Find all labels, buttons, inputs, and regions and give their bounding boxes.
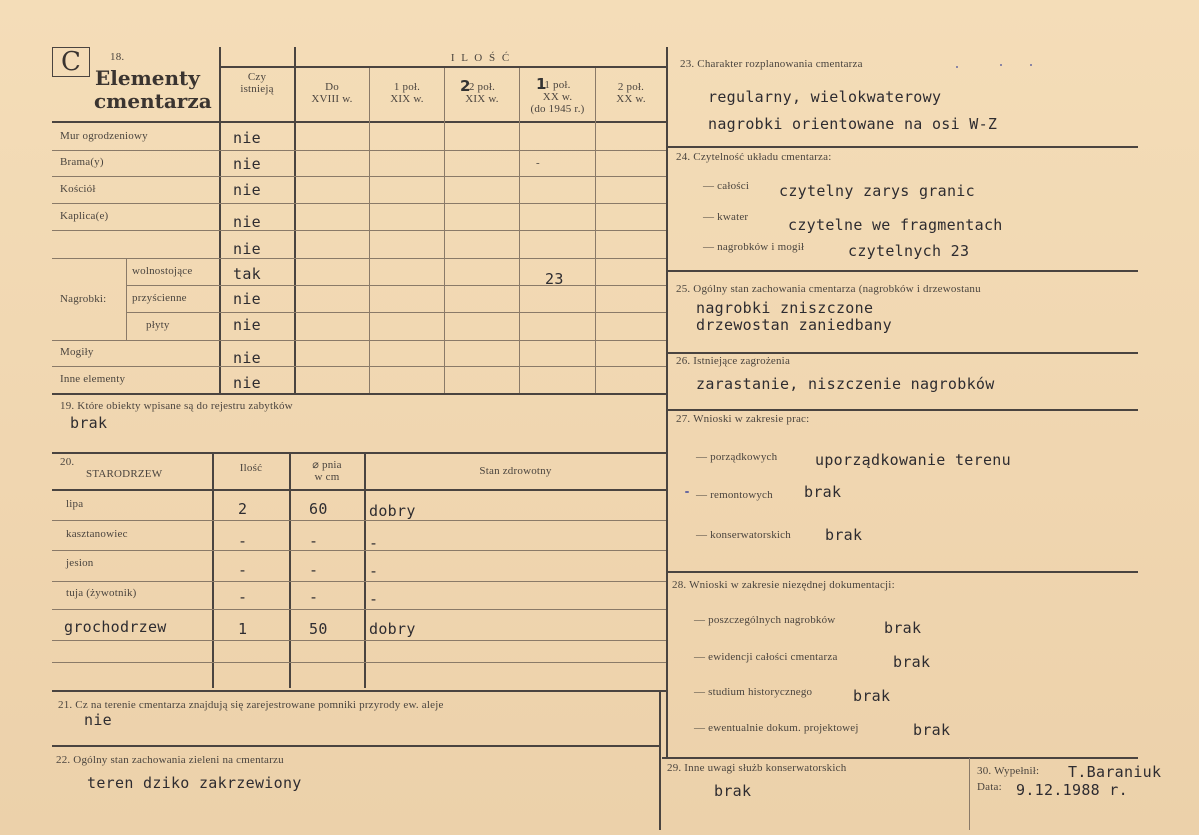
tree-name: kasztanowiec xyxy=(66,528,128,540)
row-label: Brama(y) xyxy=(60,156,104,168)
column-divider-lower xyxy=(659,690,661,830)
rule xyxy=(364,452,366,688)
rule xyxy=(668,270,1138,272)
count-value: 23 xyxy=(545,270,564,288)
rule xyxy=(52,581,666,582)
header-line: 1 poł. xyxy=(393,81,421,93)
header-line: ⌀ pnia xyxy=(312,459,342,471)
section-23-value: regularny, wielokwaterowy xyxy=(708,88,942,106)
tree-diameter: - xyxy=(309,588,319,606)
item-value: czytelne we fragmentach xyxy=(788,216,1003,234)
row-label: płyty xyxy=(146,319,170,331)
item-label: — poszczególnych nagrobków xyxy=(694,614,836,626)
item-value: brak xyxy=(804,483,842,501)
period-header xyxy=(520,79,595,115)
exists-value: nie xyxy=(233,240,261,258)
header-line: XX w. xyxy=(542,91,573,103)
section-22-label: 22. Ogólny stan zachowania zieleni na cmentarzu xyxy=(56,754,284,766)
rule xyxy=(52,550,666,551)
tree-state: dobry xyxy=(369,620,416,638)
header-line: 2 poł. xyxy=(617,81,645,93)
item-value: czytelnych 23 xyxy=(848,242,970,260)
section-26-value: zarastanie, niszczenie nagrobków xyxy=(696,375,995,393)
period-header xyxy=(596,81,666,105)
tree-state: - xyxy=(369,562,379,580)
rule xyxy=(668,146,1138,148)
rule xyxy=(52,690,666,692)
period-handwritten-mark: 2 xyxy=(460,77,471,95)
column-header xyxy=(290,459,364,483)
header-line: XIX w. xyxy=(465,93,499,105)
header-line: w cm xyxy=(314,471,340,483)
exists-value: nie xyxy=(233,349,261,367)
exists-value: nie xyxy=(233,155,261,173)
tree-state: dobry xyxy=(369,502,416,520)
tree-count: - xyxy=(238,588,248,606)
column-group-header: I L O Ś Ć xyxy=(450,52,512,64)
rule xyxy=(52,340,666,341)
tree-count: - xyxy=(238,561,248,579)
rule xyxy=(668,409,1138,411)
item-value: uporządkowanie terenu xyxy=(815,451,1011,469)
item-value: brak xyxy=(825,526,863,544)
rule xyxy=(52,150,666,151)
section-21-label: 21. Cz na terenie cmentarza znajdują się zarejestrowane pomniki przyrody ew. aleje xyxy=(58,699,444,711)
row-label: Inne elementy xyxy=(60,373,126,385)
table-title: STARODRZEW xyxy=(86,468,163,480)
period-header xyxy=(295,81,369,105)
rule xyxy=(52,366,666,367)
section-23-value: nagrobki orientowane na osi W-Z xyxy=(708,115,998,133)
section-27-label: 27. Wnioski w zakresie prac: xyxy=(676,413,810,425)
dash-mark: - xyxy=(536,157,540,169)
item-label: — studium historycznego xyxy=(694,686,813,698)
period-header xyxy=(445,81,519,105)
tree-name: lipa xyxy=(66,498,84,510)
section-21-value: nie xyxy=(84,711,112,729)
header-line: Czy xyxy=(247,71,267,83)
header-line: istnieją xyxy=(240,83,274,95)
column-header-exists xyxy=(220,71,294,95)
item-value: brak xyxy=(893,653,931,671)
card-letter-box: C xyxy=(52,47,90,77)
section-25-value: nagrobki zniszczone xyxy=(696,299,874,317)
rule xyxy=(662,757,1138,759)
section-22-value: teren dziko zakrzewiony xyxy=(87,774,302,792)
row-label: przyścienne xyxy=(132,292,187,304)
row-label: wolnostojące xyxy=(132,265,193,277)
exists-value: nie xyxy=(233,181,261,199)
section-title: Elementy xyxy=(95,66,200,90)
ink-mark xyxy=(1000,64,1002,66)
rule xyxy=(52,176,666,177)
section-19-label: 19. Które obiekty wpisane są do rejestru zabytków xyxy=(60,400,293,412)
rule xyxy=(52,520,666,521)
item-label: — konserwatorskich xyxy=(696,529,791,541)
rule xyxy=(52,640,666,641)
ink-mark xyxy=(956,66,958,68)
rule xyxy=(52,609,666,610)
date-value: 9.12.1988 r. xyxy=(1016,781,1128,799)
item-value: czytelny zarys granic xyxy=(779,182,975,200)
section-number: 18. xyxy=(110,51,125,63)
item-value: brak xyxy=(884,619,922,637)
rule xyxy=(52,662,666,663)
date-label: Data: xyxy=(977,781,1002,793)
exists-value: nie xyxy=(233,374,261,392)
rule xyxy=(212,452,214,688)
header-line: Do xyxy=(325,81,339,93)
rule xyxy=(126,258,127,340)
item-label: — porządkowych xyxy=(696,451,778,463)
tree-state: - xyxy=(369,534,379,552)
rule xyxy=(668,352,1138,354)
tree-name: jesion xyxy=(66,557,94,569)
rule xyxy=(126,312,666,313)
tree-name: tuja (żywotnik) xyxy=(66,587,137,599)
row-label: Kaplica(e) xyxy=(60,210,109,222)
rule xyxy=(52,258,666,259)
section-title: cmentarza xyxy=(94,89,212,113)
row-label: Mogiły xyxy=(60,346,94,358)
rule xyxy=(52,121,666,123)
section-28-label: 28. Wnioski w zakresie niezędnej dokumentacji: xyxy=(672,579,895,591)
column-divider xyxy=(666,47,668,757)
filled-by-value: T.Baraniuk xyxy=(1068,763,1162,781)
tree-diameter: - xyxy=(309,532,319,550)
header-line: 1 poł. xyxy=(544,79,571,91)
row-label: Kościół xyxy=(60,183,96,195)
rule xyxy=(289,452,291,688)
tree-count: - xyxy=(238,532,248,550)
section-number: 20. xyxy=(60,456,75,468)
section-25-value: drzewostan zaniedbany xyxy=(696,316,892,334)
item-label: — remontowych xyxy=(696,489,773,501)
period-header xyxy=(370,81,444,105)
item-value: brak xyxy=(913,721,951,739)
rule xyxy=(52,393,666,395)
exists-value: tak xyxy=(233,265,261,283)
section-29-label: 29. Inne uwagi służb konserwatorskich xyxy=(667,762,847,774)
rule xyxy=(52,230,666,231)
row-label: Mur ogrodzeniowy xyxy=(60,130,148,142)
rule xyxy=(52,489,666,491)
section-26-label: 26. Istniejące zagrożenia xyxy=(676,355,791,367)
header-line: XVIII w. xyxy=(311,93,353,105)
section-19-value: brak xyxy=(70,414,108,432)
rule xyxy=(52,745,659,747)
header-line: 2 poł. xyxy=(468,81,496,93)
tree-state: - xyxy=(369,590,379,608)
item-label: — ewentualnie dokum. projektowej xyxy=(694,722,859,734)
header-line: (do 1945 r.) xyxy=(530,103,585,115)
section-23-label: 23. Charakter rozplanowania cmentarza xyxy=(680,58,863,70)
item-label: — kwater xyxy=(703,211,749,223)
exists-value: nie xyxy=(233,316,261,334)
rule xyxy=(52,452,666,454)
tree-diameter: - xyxy=(309,561,319,579)
ink-mark xyxy=(685,491,689,493)
ink-mark xyxy=(1030,64,1032,66)
tree-diameter: 50 xyxy=(309,620,328,638)
row-group-label: Nagrobki: xyxy=(60,293,107,305)
rule xyxy=(52,203,666,204)
period-handwritten-mark: 1 xyxy=(536,75,547,93)
section-24-label: 24. Czytelność układu cmentarza: xyxy=(676,151,832,163)
tree-name-typed: grochodrzew xyxy=(64,618,167,636)
filled-by-label: 30. Wypełnił: xyxy=(977,765,1040,777)
item-label: — ewidencji całości cmentarza xyxy=(694,651,838,663)
header-line: XX w. xyxy=(616,93,646,105)
header-line: XIX w. xyxy=(390,93,424,105)
tree-diameter: 60 xyxy=(309,500,328,518)
item-label: — nagrobków i mogił xyxy=(703,241,805,253)
exists-value: nie xyxy=(233,129,261,147)
section-25-label: 25. Ogólny stan zachowania cmentarza (nagrobków i drzewostanu xyxy=(676,283,981,295)
rule xyxy=(126,285,666,286)
column-header: Ilość xyxy=(239,462,263,474)
tree-count: 2 xyxy=(238,500,248,518)
exists-value: nie xyxy=(233,290,261,308)
exists-value: nie xyxy=(233,213,261,231)
section-29-value: brak xyxy=(714,782,752,800)
column-header: Stan zdrowotny xyxy=(479,465,552,477)
item-label: — całości xyxy=(703,180,750,192)
rule xyxy=(969,758,970,830)
item-value: brak xyxy=(853,687,891,705)
rule xyxy=(219,47,221,393)
rule xyxy=(668,571,1138,573)
tree-count: 1 xyxy=(238,620,248,638)
